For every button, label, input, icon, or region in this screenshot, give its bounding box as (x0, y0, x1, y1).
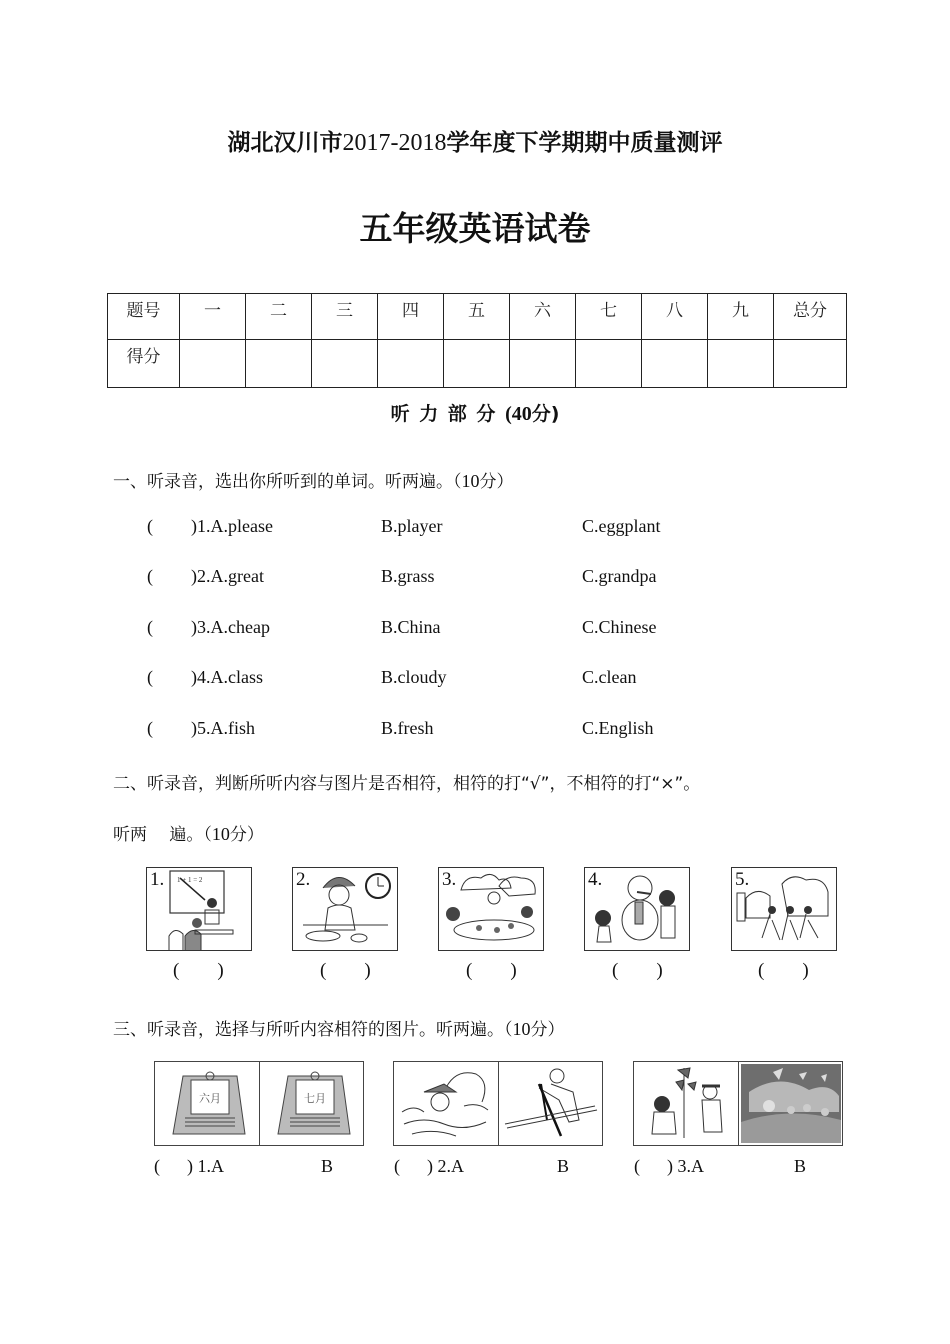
score-table-score-row (108, 340, 847, 388)
option-a: )5.A.fish (191, 718, 255, 738)
question-row (0, 667, 950, 691)
header-cell: 三 (312, 294, 378, 340)
part-score: (40 (505, 403, 532, 425)
option-a: )3.A.cheap (191, 617, 270, 637)
planting-icon (634, 1062, 738, 1145)
option-b: B.grass (381, 566, 435, 586)
header-cell: 总分 (774, 294, 847, 340)
item2-picture-pair (393, 1061, 603, 1146)
section2-heading-line2 (113, 820, 264, 845)
section1-heading (113, 467, 514, 492)
option-c: C.Chinese (582, 617, 657, 637)
skiing-icon (499, 1062, 603, 1145)
header-cell: 二 (246, 294, 312, 340)
picture-number: 3. (442, 869, 457, 890)
answer-paren[interactable]: ( (147, 617, 153, 637)
item3-option-b: B (794, 1156, 807, 1176)
flying-kites-photo[interactable] (738, 1062, 843, 1145)
score-cell[interactable] (312, 340, 378, 388)
answer-paren[interactable]: ( (147, 667, 153, 687)
item2-option-b: B (557, 1156, 570, 1176)
question-row (0, 516, 950, 540)
swimming-icon (394, 1062, 498, 1145)
score-cell[interactable] (180, 340, 246, 388)
svg-text:1 + 1 = 2: 1 + 1 = 2 (177, 876, 203, 884)
answer-blank[interactable]: ( ) (466, 960, 517, 981)
picture-number: 4. (588, 869, 603, 890)
item3-picture-pair (633, 1061, 843, 1146)
option-c: C.English (582, 718, 654, 738)
header-cell: 八 (642, 294, 708, 340)
item1-answer-label[interactable]: ( ) 1.A (154, 1156, 224, 1176)
calendar-june-icon (155, 1062, 259, 1145)
score-cell[interactable] (444, 340, 510, 388)
answer-blank[interactable]: ( ) (173, 960, 224, 981)
picnic-family-image (438, 867, 544, 951)
score-cell[interactable] (774, 340, 847, 388)
section2-points-suffix: 分） (229, 825, 264, 845)
score-cell[interactable] (510, 340, 576, 388)
title-year: 2017-2018 (342, 130, 447, 156)
header-cell: 一 (180, 294, 246, 340)
picture-number: 2. (296, 869, 311, 890)
score-table-header-row (108, 294, 847, 340)
section3-points-suffix: 分） (530, 1020, 565, 1040)
option-b: B.fresh (381, 718, 434, 738)
item3-answer-label[interactable]: ( ) 3.A (634, 1156, 704, 1176)
section2-heading: 二、听录音，判断所听内容与图片是否相符，相符的打“√”，不相符的打“×”。 (113, 774, 701, 794)
section1-points-suffix: 分） (479, 472, 514, 492)
option-a: )4.A.class (191, 667, 263, 687)
snowman-kids-image (584, 867, 690, 951)
section2-points: 10 (211, 824, 230, 844)
part-title-text: 听 力 部 分 (390, 403, 496, 425)
score-cell[interactable] (642, 340, 708, 388)
answer-paren[interactable]: ( (147, 718, 153, 738)
question-row (0, 718, 950, 742)
title-suffix: 学年度下学期期中质量测评 (446, 130, 723, 156)
listening-part-title (0, 399, 950, 426)
section2-heading-line2-text: 听两 遍。（ (113, 825, 212, 845)
girl-breakfast-clock-image (292, 867, 398, 951)
option-b: B.player (381, 516, 443, 536)
score-cell[interactable] (708, 340, 774, 388)
option-c: C.clean (582, 667, 637, 687)
calendar-july-image[interactable] (259, 1062, 364, 1145)
option-a: )1.A.please (191, 516, 273, 536)
exam-title (0, 124, 950, 157)
calendar-june-image[interactable] (155, 1062, 259, 1145)
header-cell: 六 (510, 294, 576, 340)
answer-blank[interactable]: ( ) (758, 960, 809, 981)
score-table (107, 293, 847, 388)
score-row-label: 得分 (108, 340, 180, 388)
answer-paren[interactable]: ( (147, 566, 153, 586)
section1-points: 10 (461, 471, 480, 491)
option-c: C.eggplant (582, 516, 661, 536)
part-score-unit: 分) (531, 403, 560, 425)
picture-number: 1. (150, 869, 165, 890)
skiing-image[interactable] (498, 1062, 603, 1145)
item1-picture-pair (154, 1061, 364, 1146)
calendar-july-icon (260, 1062, 364, 1145)
item1-option-b: B (321, 1156, 334, 1176)
answer-blank[interactable]: ( ) (320, 960, 371, 981)
header-cell: 九 (708, 294, 774, 340)
svg-text:七月: 七月 (303, 1092, 326, 1105)
svg-text:六月: 六月 (199, 1092, 221, 1105)
header-cell: 题号 (108, 294, 180, 340)
header-cell: 七 (576, 294, 642, 340)
section3-points: 10 (512, 1019, 531, 1039)
score-cell[interactable] (246, 340, 312, 388)
header-cell: 五 (444, 294, 510, 340)
header-cell: 四 (378, 294, 444, 340)
option-a: )2.A.great (191, 566, 264, 586)
section3-heading-text: 三、听录音，选择与所听内容相符的图片。听两遍。（ (113, 1020, 513, 1040)
option-b: B.China (381, 617, 441, 637)
picture-number: 5. (735, 869, 750, 890)
swimming-image[interactable] (394, 1062, 498, 1145)
item2-answer-label[interactable]: ( ) 2.A (394, 1156, 464, 1176)
title-prefix: 湖北汉川市 (227, 130, 343, 156)
planting-trees-image[interactable] (634, 1062, 738, 1145)
answer-blank[interactable]: ( ) (612, 960, 663, 981)
score-cell[interactable] (378, 340, 444, 388)
teacher-blackboard-image (146, 867, 252, 951)
option-b: B.cloudy (381, 667, 447, 687)
kites-photo-icon (739, 1062, 843, 1145)
section3-heading (113, 1015, 565, 1040)
exam-subtitle: 五年级英语试卷 (359, 209, 591, 248)
question-row (0, 617, 950, 641)
section1-heading-text: 一、听录音，选出你所听到的单词。听两遍。（ (113, 472, 462, 492)
question-row (0, 566, 950, 590)
kids-running-image (731, 867, 837, 951)
score-cell[interactable] (576, 340, 642, 388)
option-c: C.grandpa (582, 566, 657, 586)
answer-paren[interactable]: ( (147, 516, 153, 536)
